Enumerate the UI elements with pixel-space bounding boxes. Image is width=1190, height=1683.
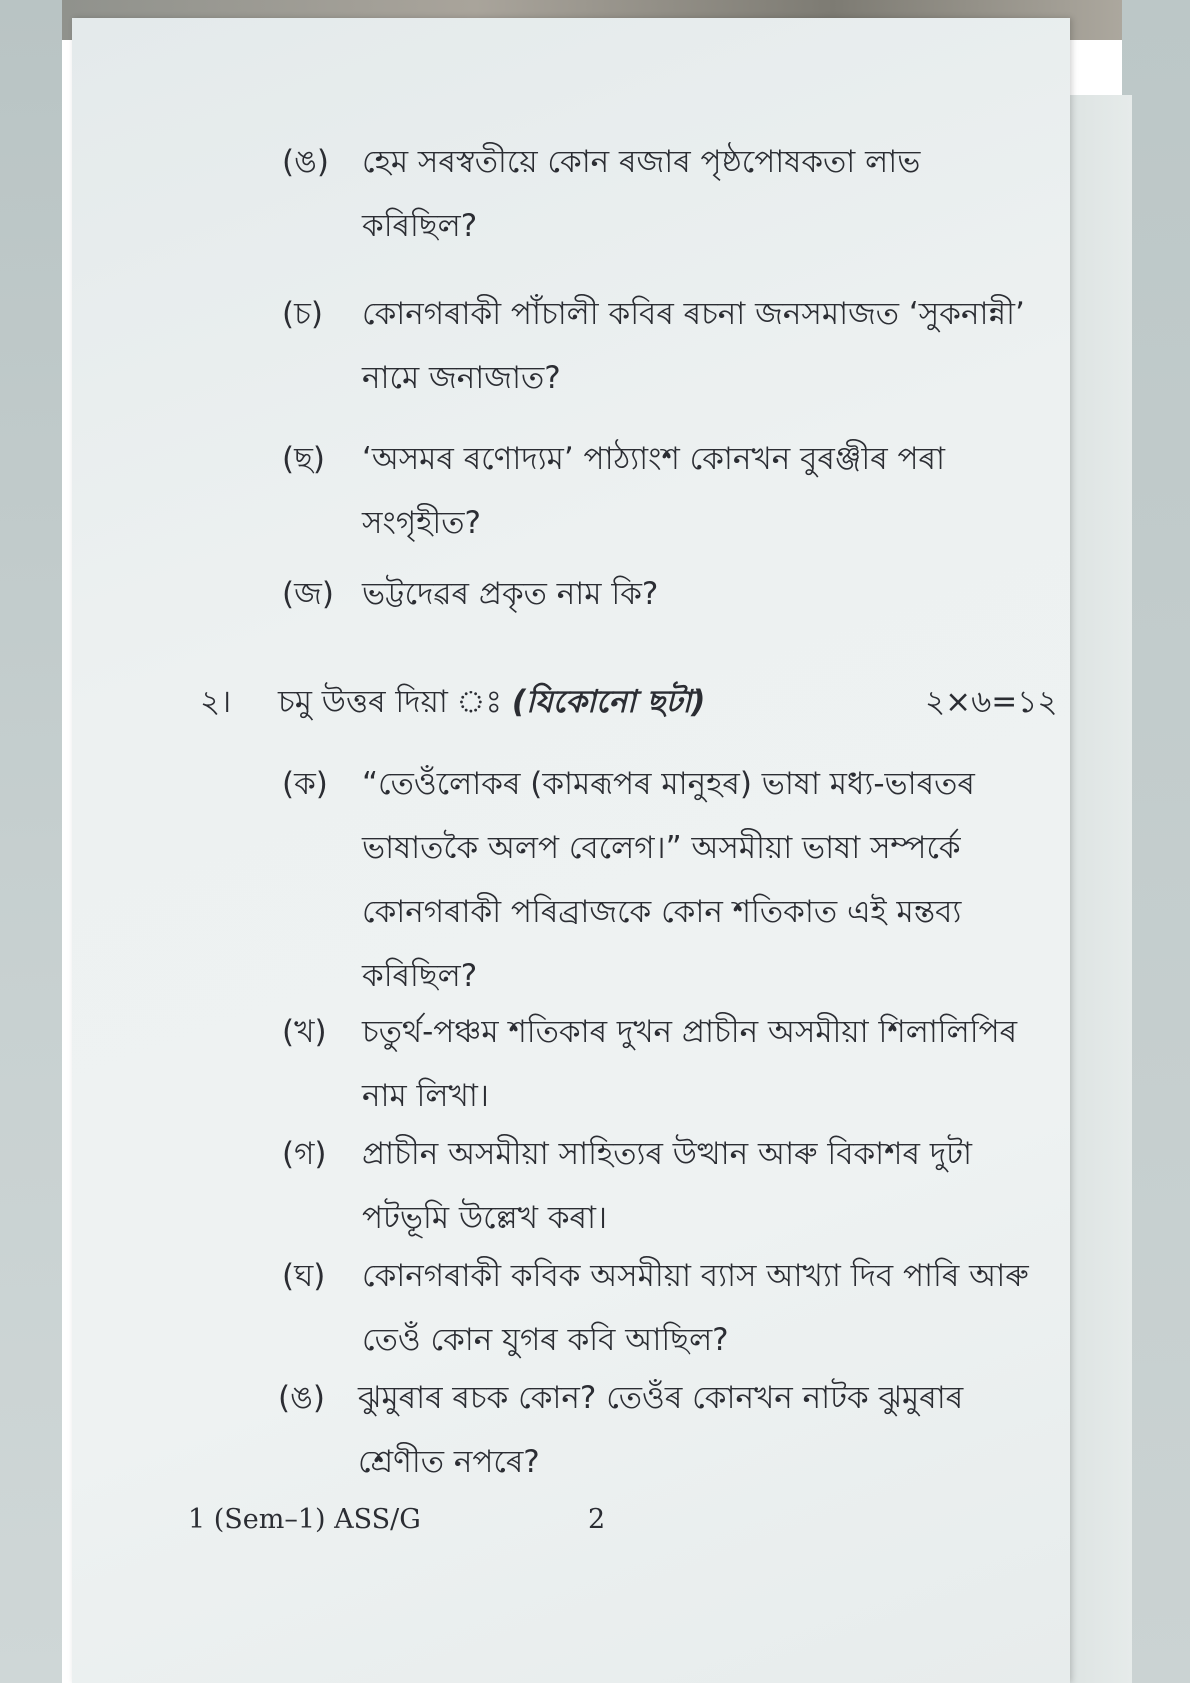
question-line: কৰিছিল? (362, 208, 478, 244)
question-label: (ঙ) (278, 1380, 325, 1416)
question-marks: ২×৬=১২ (925, 684, 1058, 720)
background-right (1122, 0, 1190, 1683)
question-line: প্ৰাচীন অসমীয়া সাহিত্যৰ উত্থান আৰু বিকাশৰ দুটা (362, 1136, 972, 1172)
question-label: (ক) (282, 766, 328, 802)
question-label: (ঙ) (282, 144, 329, 180)
question-line: হেম সৰস্বতীয়ে কোন ৰজাৰ পৃষ্ঠপোষকতা লাভ (362, 144, 921, 180)
heading-text: চমু উত্তৰ দিয়া ঃ (278, 684, 502, 720)
question-label: (ঘ) (282, 1258, 326, 1294)
question-line: ভাষাতকৈ অলপ বেলেগ।” অসমীয়া ভাষা সম্পৰ্কে (362, 830, 961, 866)
question-line: কোনগৰাকী পাঁচালী কবিৰ ৰচনা জনসমাজত ‘সুকনান্নী’ (362, 296, 1025, 332)
question-line: ঝুমুৰাৰ ৰচক কোন? তেওঁৰ কোনখন নাটক ঝুমুৰাৰ (358, 1380, 964, 1416)
question-line: “তেওঁলোকৰ (কামৰূপৰ মানুহৰ) ভাষা মধ্য-ভাৰতৰ (362, 766, 975, 802)
question-label: (জ) (282, 576, 334, 612)
question-line: নাম লিখা। (362, 1078, 489, 1114)
question-heading (278, 670, 705, 734)
question-line: সংগৃহীত? (362, 505, 482, 541)
question-line: ‘অসমৰ ৰণোদ্যম’ পাঠ্যাংশ কোনখন বুৰঞ্জীৰ পৰা (362, 441, 945, 477)
paper-code: 1 (Sem–1) ASS/G (188, 1504, 421, 1535)
question-line: পটভূমি উল্লেখ কৰা। (362, 1200, 608, 1236)
question-line: কৰিছিল? (362, 958, 478, 994)
question-label: (ছ) (282, 441, 325, 477)
question-line: কোনগৰাকী পৰিব্ৰাজকে কোন শতিকাত এই মন্তব্য (362, 894, 962, 930)
question-label: (চ) (282, 296, 323, 332)
heading-choice: (যিকোনো ছটা) (511, 684, 706, 720)
question-line: তেওঁ কোন যুগৰ কবি আছিল? (362, 1322, 729, 1358)
question-line: ভট্টদেৱৰ প্ৰকৃত নাম কি? (362, 576, 659, 612)
background-left (0, 0, 62, 1683)
question-line: শ্ৰেণীত নপৰে? (358, 1444, 540, 1480)
question-label: (খ) (282, 1014, 327, 1050)
question-line: চতুৰ্থ-পঞ্চম শতিকাৰ দুখন প্ৰাচীন অসমীয়া শিলালিপিৰ (362, 1014, 1018, 1050)
page-number: 2 (588, 1504, 606, 1535)
question-line: কোনগৰাকী কবিক অসমীয়া ব্যাস আখ্যা দিব পাৰি আৰু (362, 1258, 1029, 1294)
question-label: (গ) (282, 1136, 327, 1172)
question-number: ২। (200, 684, 232, 720)
question-line: নামে জনাজাত? (362, 360, 561, 396)
